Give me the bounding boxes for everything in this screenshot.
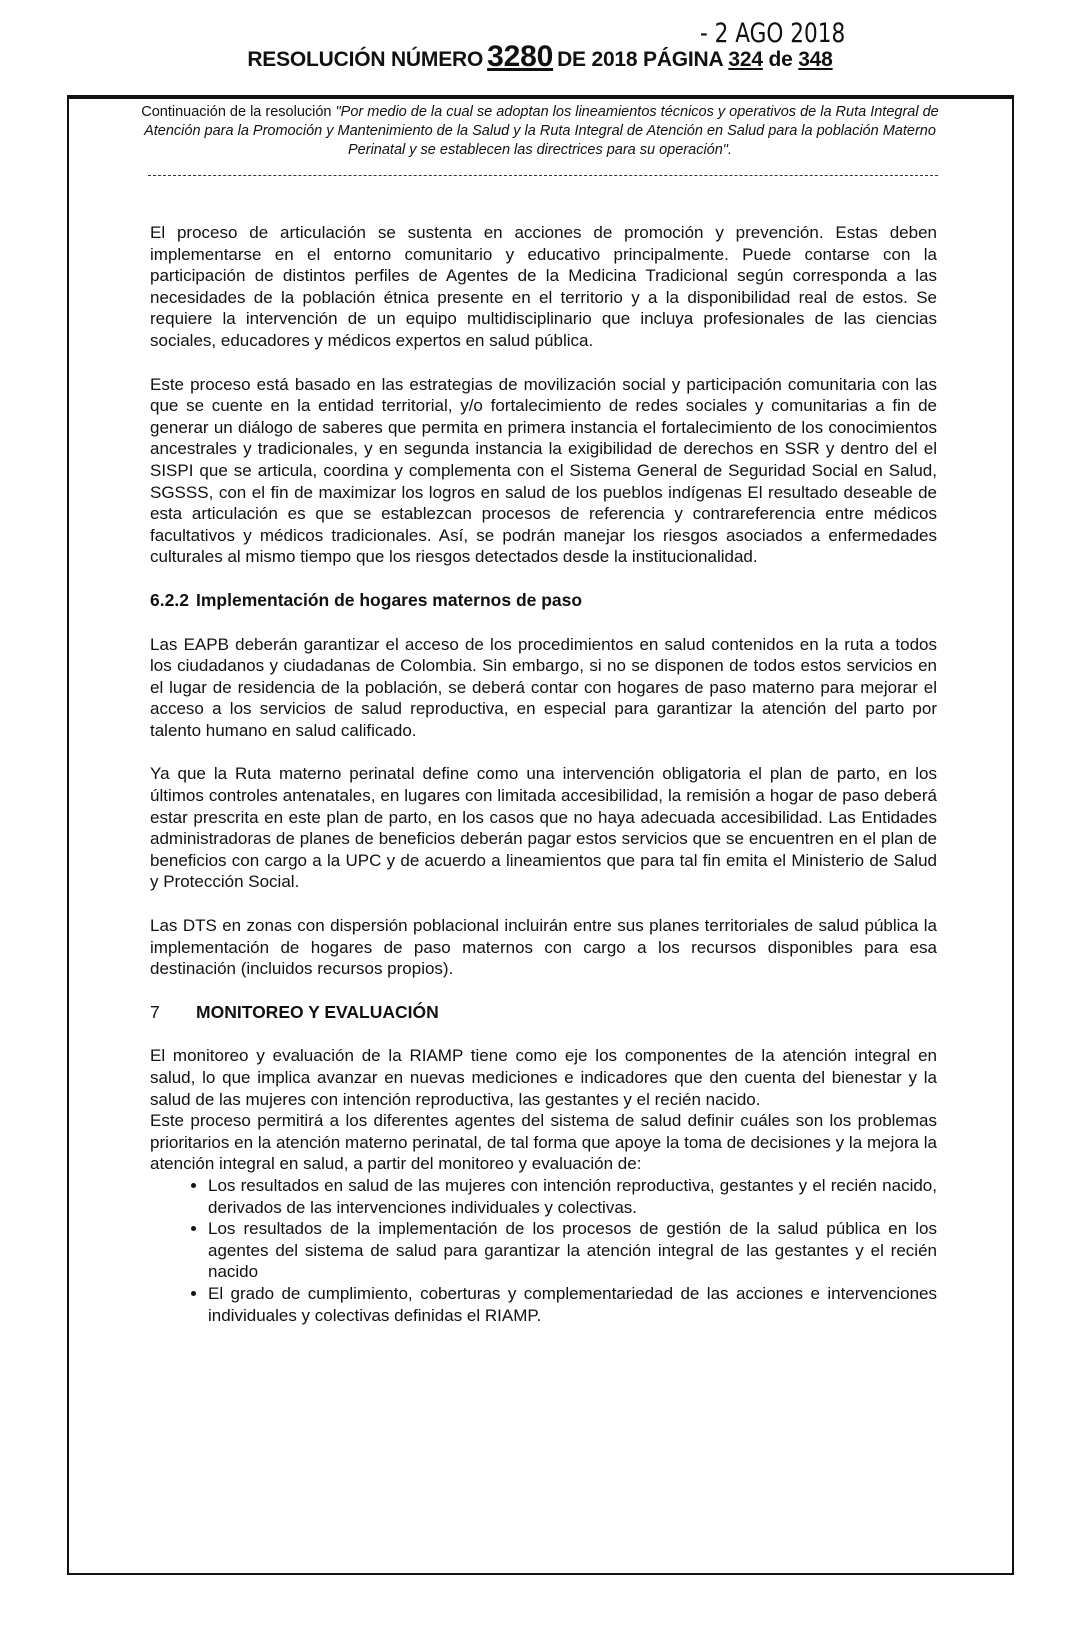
section-number: 7 (150, 1001, 160, 1022)
paragraph: El proceso de articulación se sustenta en acciones de promoción y prevención. Estas deben implementarse en el entorno comunitario y educativo principalmente. Puede contarse con la participación de distintos perfiles de Agentes de la Medicina Tradicional según corresponda a las necesidades de la población étnica presente en el territorio y a la disponibilidad real de estos. Se requiere la intervención de un equipo multidisciplinario que incluya profesionales de las ciencias sociales, educadores y médicos expertos en salud pública. (150, 223, 937, 350)
resolution-number: 3280 (487, 40, 554, 73)
paragraph: Las EAPB deberán garantizar el acceso de los procedimientos en salud contenidos en la ruta a todos los ciudadanos y ciudadanas de Colombia. Sin embargo, si no se disponen de todos estos servicios en el lugar de residencia de la población, se deberá contar con hogares de paso materno para mejorar el acceso a los servicios de salud reproductiva, en especial para garantizar la atención del parto por talento humano en salud calificado. (150, 634, 937, 740)
section-number: 6.2.2 (150, 589, 189, 610)
continuation-lead: Continuación de la resolución (141, 104, 336, 120)
paragraph: Las DTS en zonas con dispersión poblacional incluirán entre sus planes territoriales de salud pública la implementación de hogares de paso maternos con cargo a los recursos disponibles para esa destinación (incluidos recursos propios). (150, 916, 937, 979)
section-heading-622 (150, 590, 937, 612)
paragraph: El monitoreo y evaluación de la RIAMP tiene como eje los componentes de la atención integral en salud, lo que implica avanzar en nuevas mediciones e indicadores que den cuenta del bienestar y la salud de las mujeres con intención reproductiva, las gestantes y el recién nacido. (150, 1046, 937, 1109)
document-body (150, 222, 937, 1326)
year-page-label: DE 2018 PÁGINA (557, 48, 723, 71)
paragraph: Ya que la Ruta materno perinatal define como una intervención obligatoria el plan de parto, en los últimos controles antenatales, en lugares con limitada accesibilidad, la remisión a hogar de paso deberá estar prescrita en este plan de parto, en los casos que no haya adecuada accesibilidad. Las Entidades administradoras de planes de beneficios deberán pagar estos servicios que se encuentren en el plan de beneficios con cargo a la UPC y de acuerdo a lineamientos que para tal fin emita el Ministerio de Salud y Protección Social. (150, 764, 937, 892)
section-title: MONITOREO Y EVALUACIÓN (196, 1001, 439, 1022)
list-item: • Los resultados de la implementación de los procesos de gestión de la salud pública en los agentes del sistema de salud para garantizar la atención integral de las gestantes y el recién nacido (208, 1218, 937, 1283)
paragraph: Este proceso está basado en las estrategias de movilización social y participación comunitaria con las que se cuente en la entidad territorial, y/o fortalecimiento de redes sociales y comunitarias a fin de generar un diálogo de saberes que permita en primera instancia el fortalecimiento de los conocimientos ancestrales y tradicionales, y en segunda instancia la exigibilidad de derechos en SSR y dentro del el SISPI que se articula, coordina y complementa con el Sistema General de Seguridad Social en Salud, SGSSS, con el fin de maximizar los logros en salud de los pueblos indígenas El resultado deseable de esta articulación es que se establezcan procesos de referencia y contrareferencia entre médicos facultativos y médicos tradicionales. Así, se podrán manejar los riesgos asociados a enfermedades culturales al mismo tiempo que los riesgos detectados desde la institucionalidad. (150, 374, 937, 567)
dashed-divider (148, 175, 938, 176)
bullet-list (150, 1175, 937, 1326)
page-header (0, 40, 1080, 74)
list-item: • El grado de cumplimiento, coberturas y complementariedad de las acciones e intervenciones individuales y colectivas definidas el RIAMP. (208, 1283, 937, 1326)
continuation-title: "Por medio de la cual se adoptan los lineamientos técnicos y operativos de la Ruta Integral de Atención para la Promoción y Mantenimiento de la Salud y la Ruta Integral de Atención en Salud para la población Materno Perinatal y se establecen las directrices para su operación". (144, 104, 939, 158)
section-title: Implementación de hogares maternos de paso (196, 589, 583, 610)
date-stamp: - 2 AGO 2018 (700, 18, 846, 49)
resolution-label: RESOLUCIÓN NÚMERO (247, 48, 484, 71)
of-label: de (768, 48, 793, 71)
continuation-note (140, 103, 940, 160)
paragraph: Este proceso permitirá a los diferentes agentes del sistema de salud definir cuáles son los problemas prioritarios en la atención materno perinatal, de tal forma que apoye la toma de decisiones y la mejora la atención integral en salud, a partir del monitoreo y evaluación de: (150, 1111, 937, 1174)
list-item: • Los resultados en salud de las mujeres con intención reproductiva, gestantes y el recién nacido, derivados de las intervenciones individuales y colectivas. (208, 1175, 937, 1218)
section-heading-7 (150, 1002, 937, 1024)
page-number: 324 (728, 48, 763, 71)
page-total: 348 (798, 48, 833, 71)
